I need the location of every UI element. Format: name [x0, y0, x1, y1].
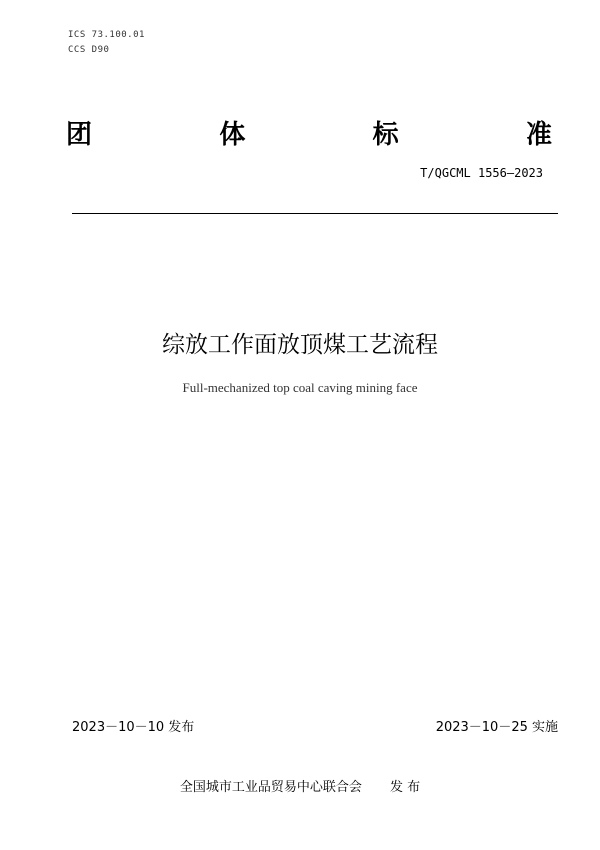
- document-subtitle: Full-mechanized top coal caving mining face: [182, 380, 418, 395]
- standard-type-char: 团: [66, 120, 93, 150]
- standard-type-char: 体: [219, 120, 246, 150]
- standard-number: T/QGCML 1556—2023: [420, 166, 543, 180]
- document-title: 综放工作面放顶煤工艺流程: [162, 332, 438, 358]
- implement-date: 2023－10－25 实施: [435, 720, 558, 735]
- ccs-code: CCS D90: [68, 45, 110, 55]
- publish-date: 2023－10－10 发布: [72, 720, 195, 735]
- ics-code: ICS 73.100.01: [68, 30, 145, 40]
- publisher-action: 发 布: [389, 780, 421, 795]
- standard-type-title: [66, 114, 552, 151]
- publisher-line: [0, 776, 600, 795]
- standard-type-char: 标: [372, 120, 399, 150]
- standard-type-char: 准: [525, 120, 552, 150]
- header-divider: [72, 213, 558, 214]
- publisher-name: 全国城市工业品贸易中心联合会: [179, 780, 362, 795]
